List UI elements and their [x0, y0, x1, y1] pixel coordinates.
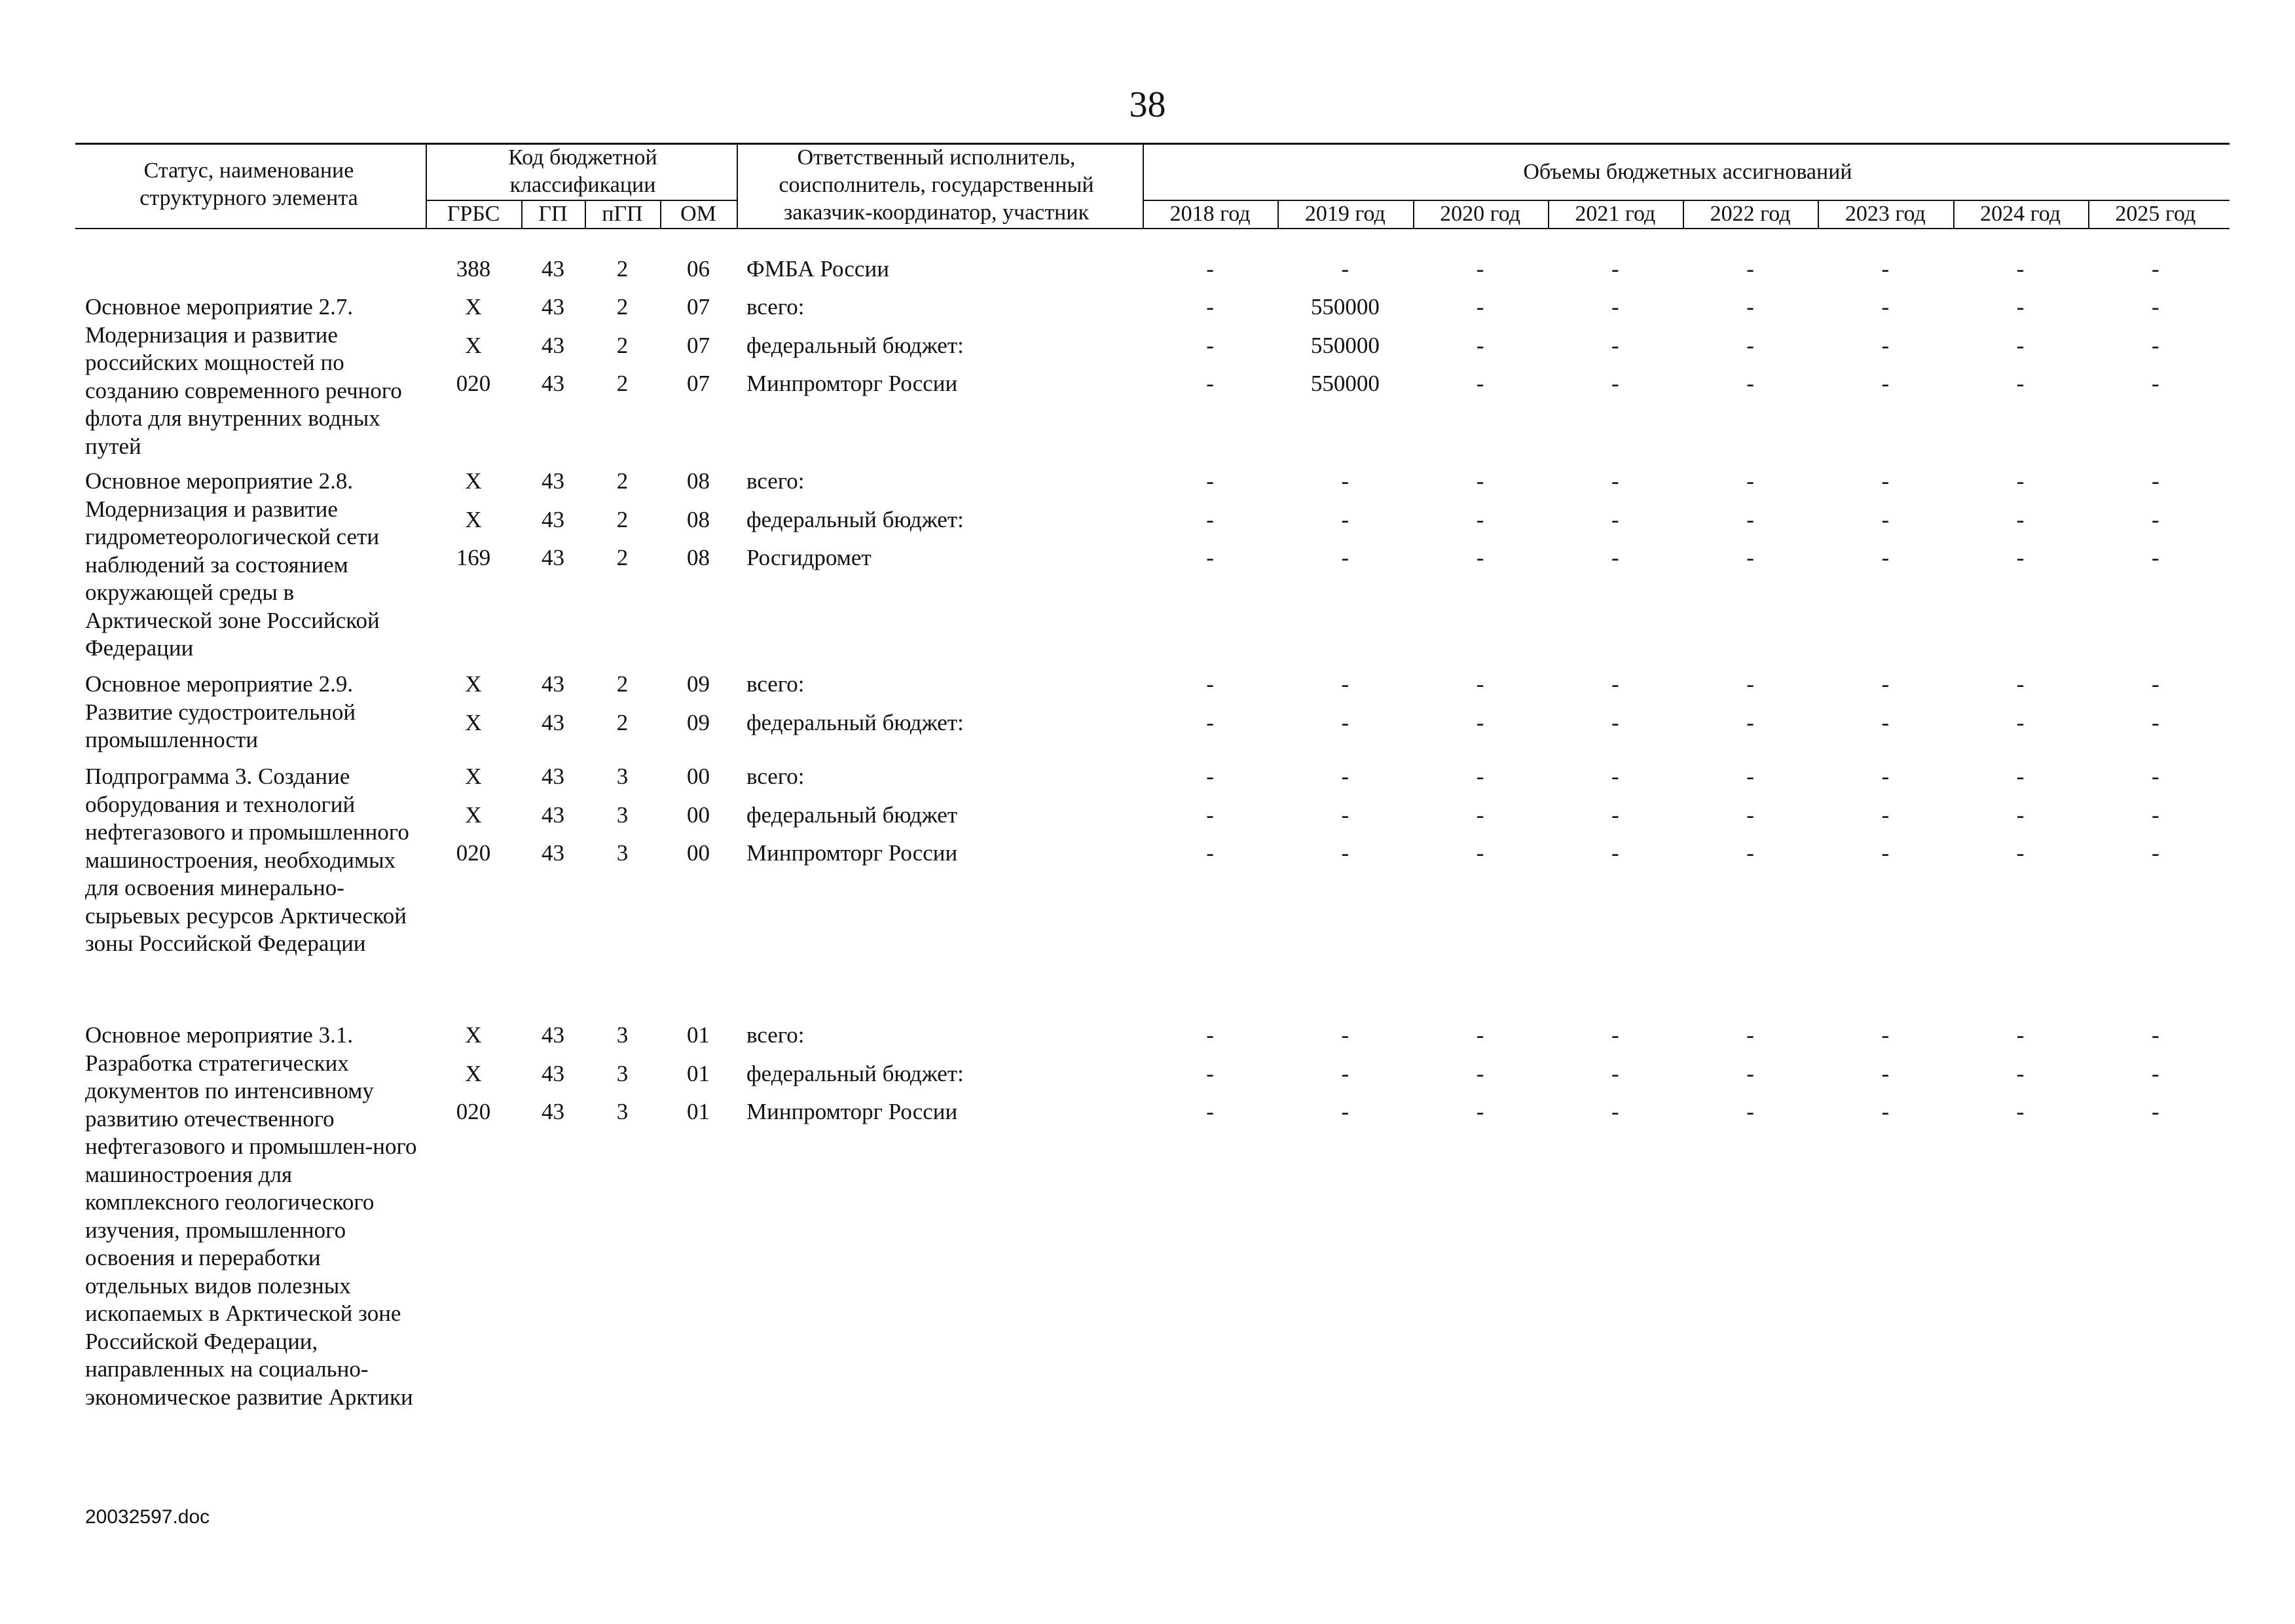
value-cell: - — [1341, 1060, 1349, 1086]
header-code-col: ГРБС — [447, 202, 500, 226]
om-cell: 01 — [687, 1022, 710, 1048]
value-cell: - — [1341, 1022, 1349, 1048]
value-cell: - — [1881, 1022, 1890, 1048]
om-cell: 00 — [687, 764, 710, 789]
value-cell: - — [1476, 1022, 1484, 1048]
value-cell: 550000 — [1310, 371, 1380, 396]
pgp-cell: 2 — [616, 545, 629, 570]
pgp-cell: 3 — [616, 1099, 629, 1124]
value-cell: - — [1881, 764, 1890, 789]
value-cell: - — [1611, 545, 1619, 570]
value-cell: - — [1746, 332, 1754, 358]
value-cell: - — [2152, 802, 2159, 828]
pgp-cell: 2 — [616, 371, 629, 396]
page-number: 38 — [1129, 84, 1166, 125]
header-divider — [585, 200, 586, 229]
value-cell: - — [2016, 1099, 2025, 1124]
value-cell: - — [1206, 802, 1214, 828]
header-executor: Ответственный исполнитель, соисполнитель, государственный заказчик-координатор, участник — [779, 145, 1094, 225]
executor-cell: федеральный бюджет: — [746, 1060, 964, 1086]
value-cell: - — [2152, 545, 2159, 570]
value-cell: - — [1206, 332, 1214, 358]
grbs-cell: Х — [465, 671, 482, 697]
pgp-cell: 2 — [616, 671, 629, 697]
value-cell: - — [1341, 506, 1349, 532]
value-cell: - — [2016, 468, 2025, 494]
value-cell: - — [2016, 764, 2025, 789]
om-cell: 07 — [687, 371, 710, 396]
header-year: 2025 год — [2115, 202, 2196, 226]
value-cell: - — [1476, 709, 1484, 735]
value-cell: - — [1881, 256, 1890, 282]
value-cell: - — [1746, 294, 1754, 320]
value-cell: - — [1476, 840, 1484, 866]
value-cell: - — [1611, 256, 1619, 282]
executor-cell: всего: — [746, 1022, 805, 1048]
value-cell: - — [2016, 709, 2025, 735]
value-cell: - — [1881, 468, 1890, 494]
value-cell: - — [1611, 1060, 1619, 1086]
header-divider — [1683, 200, 1684, 229]
gp-cell: 43 — [542, 545, 564, 570]
table-top-border — [75, 143, 2230, 145]
grbs-cell: Х — [465, 1060, 482, 1086]
status-cell: Основное мероприятие 2.8. Модернизация и развитие гидрометеорологической сети наблюдений за состоянием окружающей среды в Арктической зоне Российской Федерации — [85, 468, 380, 661]
om-cell: 09 — [687, 671, 710, 697]
status-cell: Основное мероприятие 3.1. Разработка стратегических документов по интенсивному развитию отечественного нефтегазового и промышлен-ного машиностроения для комплексного геологического изучения, промышленного освоения и переработки отдельных видов полезных ископаемых в Арктической зоне Российской Федерации, направленных на социально-экономическое развитие Арктики — [85, 1022, 417, 1410]
pgp-cell: 3 — [616, 802, 629, 828]
grbs-cell: Х — [465, 802, 482, 828]
value-cell: - — [1881, 294, 1890, 320]
pgp-cell: 2 — [616, 256, 629, 282]
om-cell: 00 — [687, 802, 710, 828]
executor-cell: федеральный бюджет — [746, 802, 958, 828]
grbs-cell: Х — [465, 709, 482, 735]
header-year: 2023 год — [1845, 202, 1926, 226]
executor-cell: Минпромторг России — [746, 1099, 958, 1124]
value-cell: - — [1881, 1060, 1890, 1086]
value-cell: - — [1746, 709, 1754, 735]
grbs-cell: 020 — [456, 1099, 491, 1124]
om-cell: 01 — [687, 1060, 710, 1086]
value-cell: - — [1746, 545, 1754, 570]
value-cell: - — [1746, 1022, 1754, 1048]
pgp-cell: 2 — [616, 332, 629, 358]
value-cell: - — [2016, 506, 2025, 532]
value-cell: - — [1341, 256, 1349, 282]
value-cell: - — [1206, 1060, 1214, 1086]
header-code-col: ОМ — [680, 202, 716, 226]
value-cell: - — [1746, 468, 1754, 494]
pgp-cell: 3 — [616, 1060, 629, 1086]
header-year: 2020 год — [1440, 202, 1521, 226]
value-cell: - — [1881, 840, 1890, 866]
value-cell: - — [1746, 840, 1754, 866]
value-cell: - — [1611, 840, 1619, 866]
header-divider — [1143, 144, 1144, 229]
header-divider — [737, 144, 738, 229]
grbs-cell: Х — [465, 764, 482, 789]
value-cell: - — [2016, 671, 2025, 697]
value-cell: - — [1206, 468, 1214, 494]
value-cell: - — [2016, 802, 2025, 828]
value-cell: - — [2152, 1060, 2159, 1086]
value-cell: - — [1611, 332, 1619, 358]
value-cell: - — [1611, 802, 1619, 828]
value-cell: - — [1611, 764, 1619, 789]
value-cell: - — [1611, 371, 1619, 396]
value-cell: - — [1476, 1060, 1484, 1086]
value-cell: - — [2152, 371, 2159, 396]
value-cell: - — [1206, 371, 1214, 396]
value-cell: - — [2152, 506, 2159, 532]
value-cell: - — [2152, 332, 2159, 358]
header-divider — [1413, 200, 1414, 229]
value-cell: - — [1476, 506, 1484, 532]
value-cell: - — [1476, 802, 1484, 828]
value-cell: - — [1881, 709, 1890, 735]
value-cell: - — [2152, 256, 2159, 282]
value-cell: - — [1881, 671, 1890, 697]
value-cell: - — [1341, 709, 1349, 735]
header-divider — [1953, 200, 1955, 229]
header-volumes: Объемы бюджетных ассигнований — [1523, 160, 1852, 184]
value-cell: - — [1881, 545, 1890, 570]
value-cell: - — [1476, 545, 1484, 570]
header-code-col: ГП — [538, 202, 568, 226]
value-cell: - — [1476, 468, 1484, 494]
header-divider — [1548, 200, 1549, 229]
status-cell: Основное мероприятие 2.9. Развитие судостроительной промышленности — [85, 671, 356, 752]
header-divider — [426, 144, 427, 229]
pgp-cell: 2 — [616, 506, 629, 532]
om-cell: 00 — [687, 840, 710, 866]
value-cell: - — [2016, 545, 2025, 570]
value-cell: - — [2016, 1022, 2025, 1048]
value-cell: - — [2016, 294, 2025, 320]
value-cell: - — [1476, 764, 1484, 789]
value-cell: - — [1746, 671, 1754, 697]
value-cell: - — [1206, 256, 1214, 282]
status-cell: Основное мероприятие 2.7. Модернизация и развитие российских мощностей по созданию современного речного флота для внутренних водных путей — [85, 294, 402, 459]
gp-cell: 43 — [542, 709, 564, 735]
gp-cell: 43 — [542, 468, 564, 494]
value-cell: - — [1746, 1060, 1754, 1086]
value-cell: - — [2016, 256, 2025, 282]
executor-cell: всего: — [746, 764, 805, 789]
value-cell: - — [1881, 332, 1890, 358]
value-cell: 550000 — [1310, 332, 1380, 358]
value-cell: - — [1746, 256, 1754, 282]
executor-cell: Росгидромет — [746, 545, 872, 570]
value-cell: - — [1611, 1022, 1619, 1048]
value-cell: - — [1341, 1099, 1349, 1124]
value-cell: - — [2152, 709, 2159, 735]
grbs-cell: Х — [465, 1022, 482, 1048]
header-code-col: пГП — [602, 202, 643, 226]
executor-cell: Минпромторг России — [746, 371, 958, 396]
value-cell: - — [2152, 671, 2159, 697]
value-cell: - — [2016, 840, 2025, 866]
grbs-cell: 169 — [456, 545, 491, 570]
executor-cell: ФМБА России — [746, 256, 889, 282]
footer-filename: 20032597.doc — [85, 1506, 210, 1528]
header-status: Статус, наименование структурного элемента — [139, 158, 358, 210]
gp-cell: 43 — [542, 1099, 564, 1124]
gp-cell: 43 — [542, 371, 564, 396]
pgp-cell: 2 — [616, 294, 629, 320]
header-divider — [426, 200, 737, 201]
header-divider — [1143, 200, 2230, 201]
value-cell: - — [1746, 506, 1754, 532]
header-year: 2019 год — [1304, 202, 1386, 226]
om-cell: 06 — [687, 256, 710, 282]
pgp-cell: 3 — [616, 764, 629, 789]
value-cell: - — [2016, 332, 2025, 358]
value-cell: - — [1881, 802, 1890, 828]
gp-cell: 43 — [542, 764, 564, 789]
header-divider — [660, 200, 661, 229]
gp-cell: 43 — [542, 802, 564, 828]
value-cell: - — [1611, 671, 1619, 697]
gp-cell: 43 — [542, 840, 564, 866]
gp-cell: 43 — [542, 1022, 564, 1048]
gp-cell: 43 — [542, 671, 564, 697]
gp-cell: 43 — [542, 506, 564, 532]
header-year: 2021 год — [1575, 202, 1656, 226]
value-cell: - — [2016, 371, 2025, 396]
value-cell: - — [1476, 256, 1484, 282]
executor-cell: федеральный бюджет: — [746, 709, 964, 735]
value-cell: - — [1746, 802, 1754, 828]
gp-cell: 43 — [542, 294, 564, 320]
value-cell: - — [1476, 671, 1484, 697]
gp-cell: 43 — [542, 1060, 564, 1086]
grbs-cell: Х — [465, 506, 482, 532]
pgp-cell: 3 — [616, 1022, 629, 1048]
value-cell: - — [2152, 840, 2159, 866]
value-cell: - — [1341, 802, 1349, 828]
value-cell: - — [1206, 294, 1214, 320]
value-cell: - — [1611, 709, 1619, 735]
om-cell: 07 — [687, 294, 710, 320]
value-cell: - — [1476, 1099, 1484, 1124]
value-cell: - — [1341, 468, 1349, 494]
value-cell: 550000 — [1310, 294, 1380, 320]
value-cell: - — [2152, 1099, 2159, 1124]
value-cell: - — [1206, 1099, 1214, 1124]
grbs-cell: Х — [465, 468, 482, 494]
value-cell: - — [1206, 840, 1214, 866]
value-cell: - — [1611, 506, 1619, 532]
executor-cell: всего: — [746, 468, 805, 494]
gp-cell: 43 — [542, 332, 564, 358]
header-divider — [1818, 200, 1819, 229]
pgp-cell: 2 — [616, 709, 629, 735]
om-cell: 07 — [687, 332, 710, 358]
value-cell: - — [1746, 764, 1754, 789]
executor-cell: федеральный бюджет: — [746, 332, 964, 358]
header-code-group: Код бюджетной классификации — [508, 145, 657, 197]
executor-cell: Минпромторг России — [746, 840, 958, 866]
value-cell: - — [1611, 468, 1619, 494]
value-cell: - — [2152, 294, 2159, 320]
value-cell: - — [2152, 1022, 2159, 1048]
value-cell: - — [1746, 371, 1754, 396]
executor-cell: федеральный бюджет: — [746, 506, 964, 532]
header-divider — [2088, 200, 2089, 229]
value-cell: - — [1206, 506, 1214, 532]
value-cell: - — [1341, 764, 1349, 789]
value-cell: - — [1611, 1099, 1619, 1124]
value-cell: - — [1206, 709, 1214, 735]
value-cell: - — [1476, 371, 1484, 396]
value-cell: - — [1206, 671, 1214, 697]
value-cell: - — [1341, 671, 1349, 697]
om-cell: 09 — [687, 709, 710, 735]
value-cell: - — [1476, 332, 1484, 358]
header-bottom-border — [75, 228, 2230, 229]
value-cell: - — [1611, 294, 1619, 320]
executor-cell: всего: — [746, 294, 805, 320]
value-cell: - — [1881, 1099, 1890, 1124]
value-cell: - — [1341, 840, 1349, 866]
grbs-cell: Х — [465, 332, 482, 358]
header-divider — [521, 200, 523, 229]
header-year: 2024 год — [1980, 202, 2061, 226]
header-year: 2022 год — [1710, 202, 1791, 226]
pgp-cell: 2 — [616, 468, 629, 494]
grbs-cell: Х — [465, 294, 482, 320]
value-cell: - — [1881, 506, 1890, 532]
value-cell: - — [1881, 371, 1890, 396]
value-cell: - — [2152, 764, 2159, 789]
value-cell: - — [2152, 468, 2159, 494]
value-cell: - — [1746, 1099, 1754, 1124]
pgp-cell: 3 — [616, 840, 629, 866]
status-cell: Подпрограмма 3. Создание оборудования и технологий нефтегазового и промышленного машиностроения, необходимых для освоения минерально-сырьевых ресурсов Арктической зоны Российской Федерации — [85, 764, 409, 956]
value-cell: - — [1206, 1022, 1214, 1048]
value-cell: - — [1206, 764, 1214, 789]
header-divider — [1277, 200, 1279, 229]
om-cell: 08 — [687, 506, 710, 532]
om-cell: 08 — [687, 545, 710, 570]
grbs-cell: 388 — [456, 256, 491, 282]
header-year: 2018 год — [1169, 202, 1251, 226]
grbs-cell: 020 — [456, 840, 491, 866]
value-cell: - — [2016, 1060, 2025, 1086]
om-cell: 08 — [687, 468, 710, 494]
value-cell: - — [1341, 545, 1349, 570]
executor-cell: всего: — [746, 671, 805, 697]
value-cell: - — [1476, 294, 1484, 320]
value-cell: - — [1206, 545, 1214, 570]
gp-cell: 43 — [542, 256, 564, 282]
om-cell: 01 — [687, 1099, 710, 1124]
grbs-cell: 020 — [456, 371, 491, 396]
